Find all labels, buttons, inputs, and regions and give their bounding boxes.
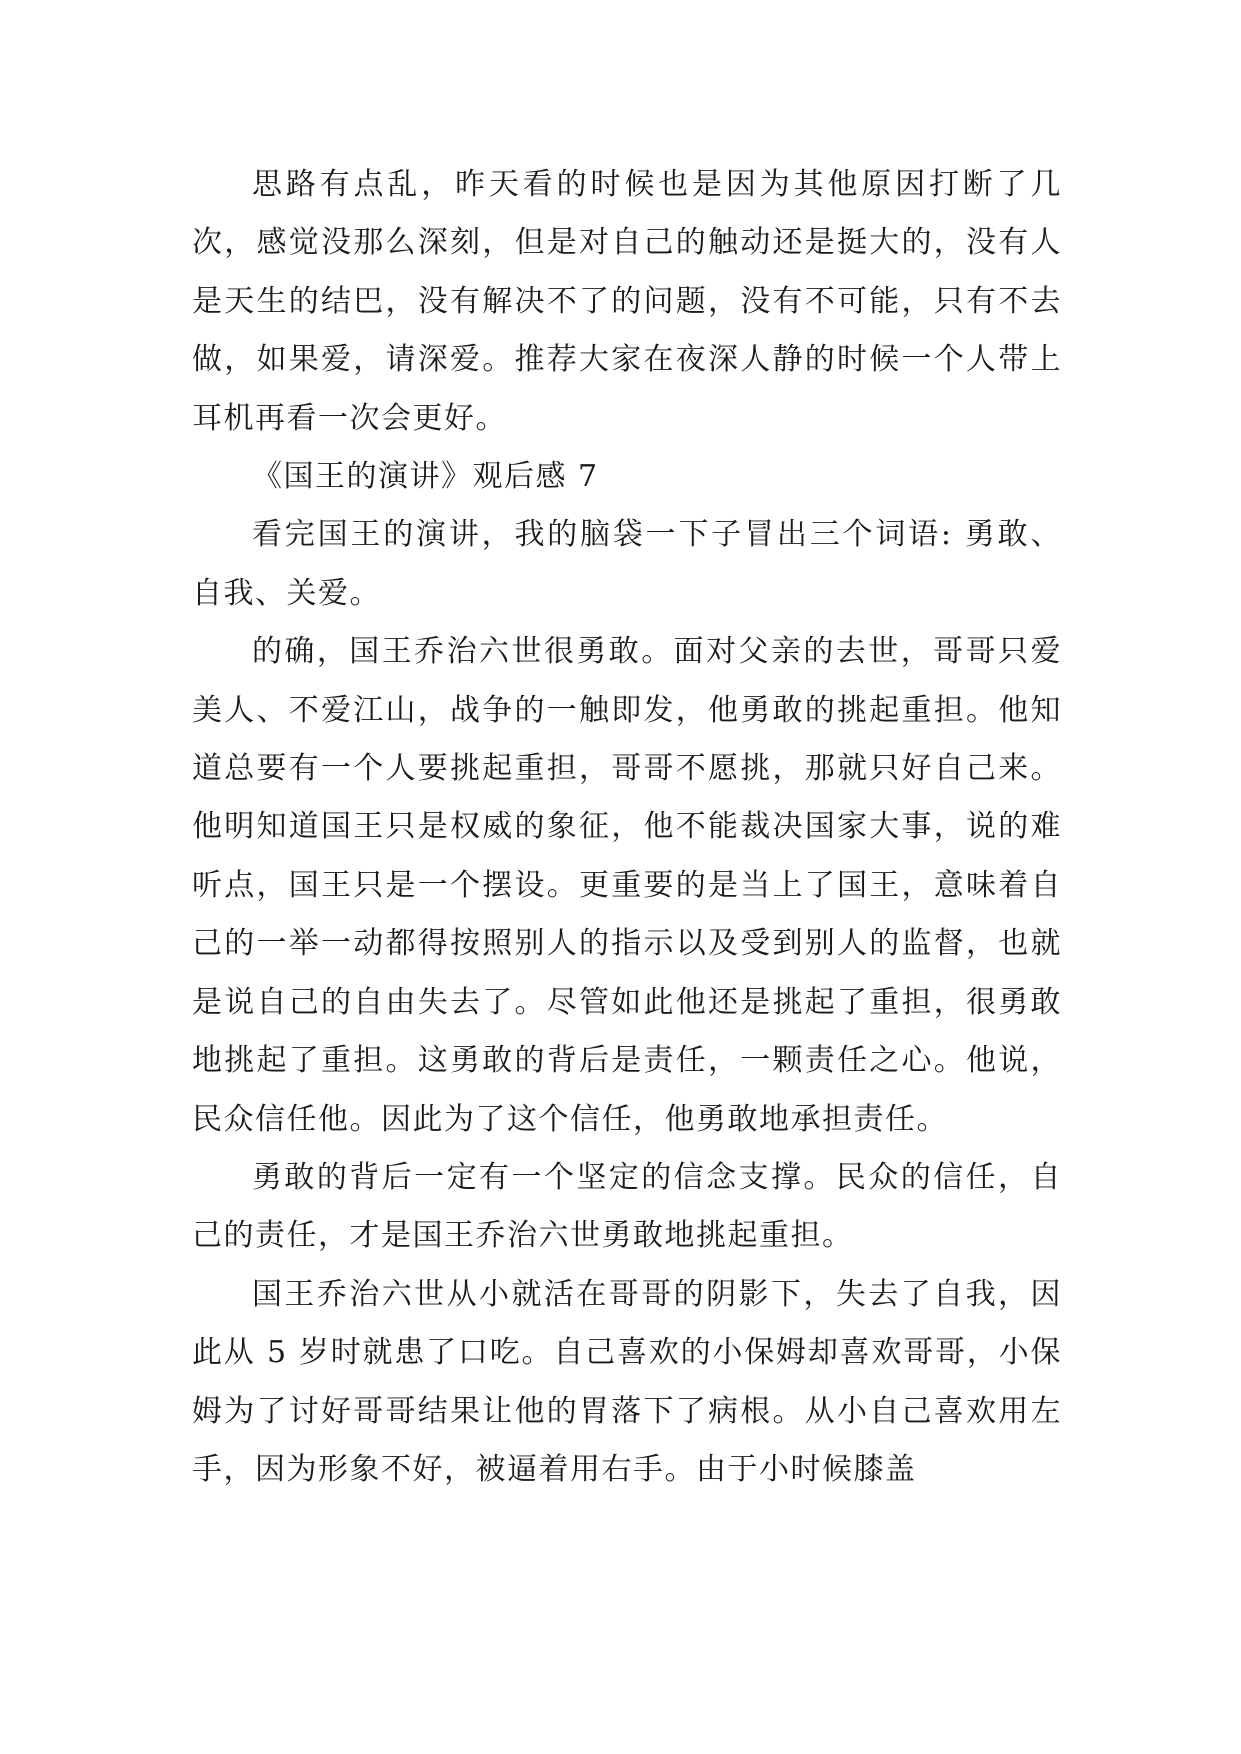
paragraph-5: 国王乔治六世从小就活在哥哥的阴影下，失去了自我，因此从 5 岁时就患了口吃。自己喜欢的小保姆却喜欢哥哥，小保姆为了讨好哥哥结果让他的胃落下了病根。从小自己喜欢用左手，因为形象不好，被逼着用右手。由于小时候膝盖 [192,1276,1062,1487]
paragraph-1: 思路有点乱，昨天看的时候也是因为其他原因打断了几次，感觉没那么深刻，但是对自己的触动还是挺大的，没有人是天生的结巴，没有解决不了的问题，没有不可能，只有不去做，如果爱，请深爱。推荐大家在夜深人静的时候一个人带上耳机再看一次会更好。 [192,167,1062,436]
section-heading: 《国王的演讲》观后感 7 [252,459,599,495]
paragraph-3: 的确，国王乔治六世很勇敢。面对父亲的去世，哥哥只爱美人、不爱江山，战争的一触即发，他勇敢的挑起重担。他知道总要有一个人要挑起重担，哥哥不愿挑，那就只好自己来。他明知道国王只是权威的象征，他不能裁决国家大事，说的难听点，国王只是一个摆设。更重要的是当上了国王，意味着自己的一举一动都得按照别人的指示以及受到别人的监督，也就是说自己的自由失去了。尽管如此他还是挑起了重担，很勇敢地挑起了重担。这勇敢的背后是责任，一颗责任之心。他说，民众信任他。因此为了这个信任，他勇敢地承担责任。 [192,634,1062,1137]
document-body [192,156,1062,1499]
paragraph-2: 看完国王的演讲，我的脑袋一下子冒出三个词语: 勇敢、自我、关爱。 [192,517,1062,611]
paragraph-4: 勇敢的背后一定有一个坚定的信念支撑。民众的信任，自己的责任，才是国王乔治六世勇敢地挑起重担。 [192,1159,1062,1254]
